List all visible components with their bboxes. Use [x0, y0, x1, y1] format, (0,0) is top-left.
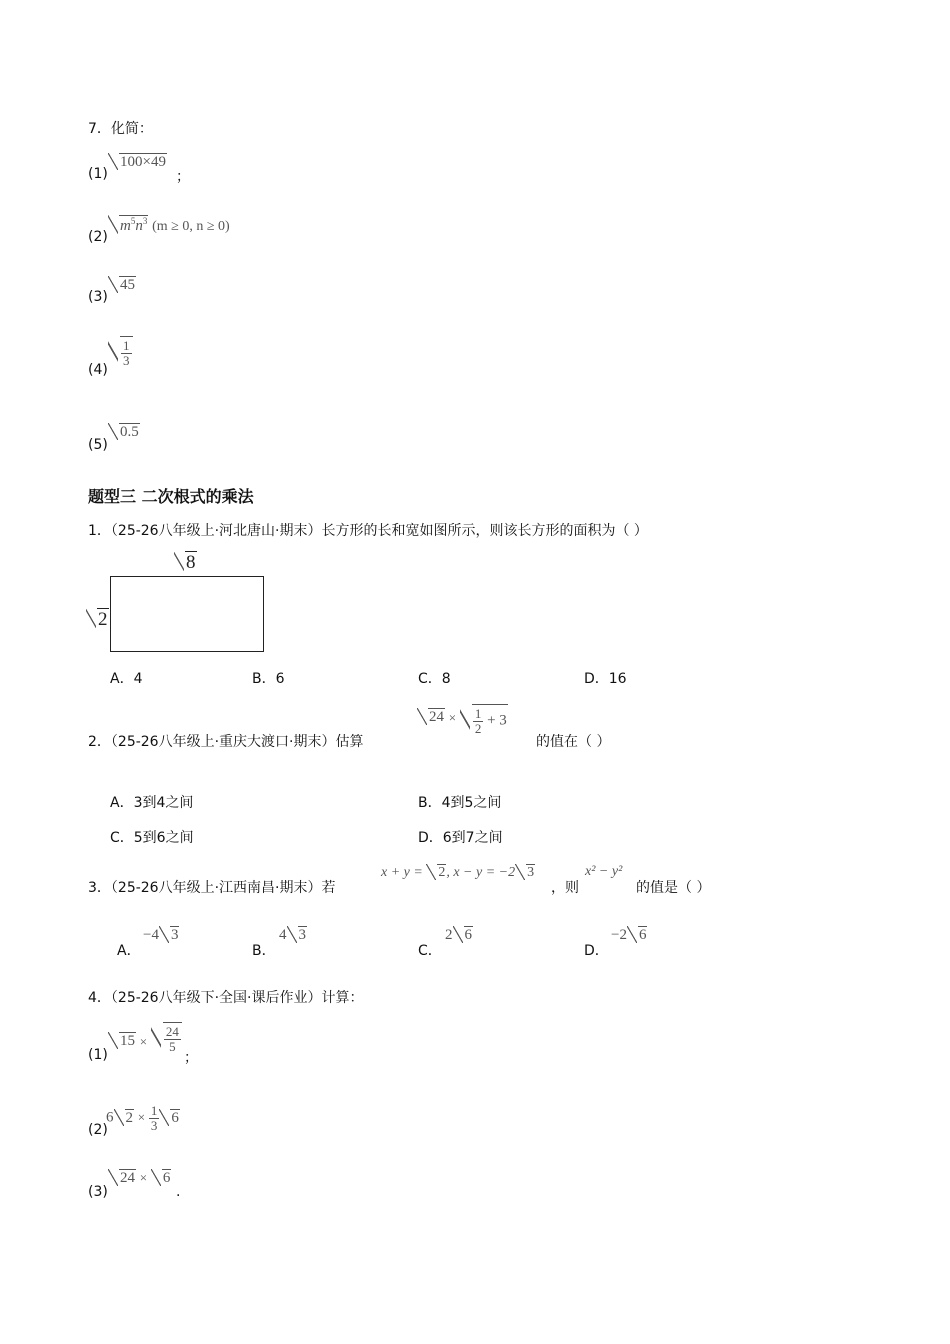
radicand: 0.5: [120, 424, 139, 440]
p4-item-2-expr: [106, 1104, 180, 1132]
p4-item-3-suffix: .: [176, 1184, 181, 1200]
radicand: 6: [162, 1170, 171, 1186]
section-heading: 题型三 二次根式的乘法: [88, 487, 254, 506]
p3-option-b-label[interactable]: B．: [252, 943, 276, 959]
q7-item-3-expr: [108, 276, 136, 294]
times-sign: ×: [139, 1170, 148, 1185]
var-n: n: [135, 218, 143, 234]
times-sign: ×: [137, 1109, 146, 1125]
radicand: 100×49: [120, 154, 166, 170]
radical-sign: [460, 704, 508, 735]
p1-option-b[interactable]: B．6: [252, 671, 285, 687]
p3-option-b-value[interactable]: [279, 926, 307, 944]
q7-item-1-label: (1): [88, 166, 108, 182]
q7-item-4-label: (4): [88, 362, 108, 378]
fraction-denominator: 2: [474, 720, 482, 736]
exp-m: 5: [130, 216, 136, 226]
exp-n: 3: [142, 216, 148, 226]
fraction-denominator: 3: [123, 352, 130, 368]
times-sign: ×: [139, 1034, 148, 1049]
p4-item-2-label: (2): [88, 1122, 108, 1138]
radicand: 3: [170, 927, 179, 943]
p3-stem-prefix: 3．（25-26八年级上·江西南昌·期末）若: [88, 880, 336, 896]
radicand: 2: [438, 865, 446, 880]
p2-option-d[interactable]: D．6到7之间: [418, 830, 503, 846]
p4-item-3-label: (3): [88, 1184, 108, 1200]
fraction-numerator: 1: [123, 338, 130, 353]
times-sign: ×: [448, 710, 457, 725]
length-radicand: 8: [186, 552, 196, 573]
q7-item-3-label: (3): [88, 289, 108, 305]
radicand: 15: [120, 1033, 135, 1049]
rectangle-figure: [110, 576, 264, 652]
radical-sign: [108, 336, 133, 367]
radicand: 45: [120, 277, 135, 293]
radical-sign: [108, 423, 140, 440]
p3-expr: [585, 864, 622, 880]
p4-stem: 4．（25-26八年级下·全国·课后作业）计算：: [88, 990, 364, 1006]
q7-item-1-expr: [108, 153, 167, 171]
p1-option-c[interactable]: C．8: [418, 671, 451, 687]
p3-option-a-label[interactable]: A．: [117, 943, 141, 959]
p2-option-a[interactable]: A．3到4之间: [110, 795, 194, 811]
radical-sign: [426, 864, 446, 880]
radical-sign: [417, 708, 445, 725]
q7-item-2-expr: [108, 215, 230, 235]
radicand: 6: [638, 927, 647, 943]
radicand: 6: [464, 927, 472, 943]
p4-item-1-expr: [108, 1022, 182, 1053]
rect-length-label: [174, 551, 197, 574]
p3-option-c-label[interactable]: C．: [418, 943, 442, 959]
p2-option-c[interactable]: C．5到6之间: [110, 830, 194, 846]
fraction-numerator: 1: [474, 706, 482, 721]
radical-sign: [108, 153, 167, 170]
radicand: 24: [429, 709, 444, 725]
radical-sign: [515, 864, 535, 880]
condition-1: x + y =: [381, 865, 427, 880]
fraction-numerator: 24: [165, 1024, 179, 1039]
p4-item-1-suffix: ；: [184, 1050, 198, 1066]
radical-sign: [114, 1109, 135, 1126]
p1-option-a[interactable]: A．4: [110, 671, 143, 687]
radical-sign: [159, 926, 180, 943]
width-radicand: 2: [98, 609, 108, 630]
p2-stem-prefix: 2．（25-26八年级上·重庆大渡口·期末）估算: [88, 734, 364, 750]
radical-sign: [453, 926, 474, 943]
p2-option-b[interactable]: B．4到5之间: [418, 795, 502, 811]
p3-option-c-value[interactable]: [445, 926, 473, 944]
radical-sign: [151, 1022, 182, 1053]
p3-conditions: [381, 864, 535, 881]
p1-option-d[interactable]: D．16: [584, 671, 627, 687]
rect-width-label: [86, 608, 109, 631]
condition-2: , x − y = −2: [446, 865, 516, 880]
p2-expression: [417, 704, 508, 735]
p1-stem: 1．（25-26八年级上·河北唐山·期末）长方形的长和宽如图所示，则该长方形的面积为（ ）: [88, 523, 648, 539]
var-m: m: [120, 218, 131, 234]
q7-item-1-suffix: ；: [176, 169, 190, 185]
p3-stem-suffix: 的值是（ ）: [636, 880, 711, 896]
radicand: 2: [125, 1109, 133, 1126]
q7-item-2-label: (2): [88, 229, 108, 245]
fraction-numerator: 1: [150, 1103, 158, 1118]
q7-item-5-label: (5): [88, 437, 108, 453]
coefficient: 2: [445, 927, 453, 943]
radicand: 24: [120, 1170, 135, 1186]
q7-item-5-expr: [108, 423, 140, 441]
radicand: 3: [298, 927, 306, 943]
coefficient: 6: [106, 1109, 114, 1126]
radical-sign: [159, 1109, 180, 1126]
q7-title: 7．化简：: [88, 121, 153, 137]
coefficient: −2: [611, 927, 627, 943]
p4-item-3-expr: [108, 1169, 171, 1187]
radical-sign: [287, 926, 308, 943]
p3-option-d-value[interactable]: [611, 926, 647, 944]
p3-option-d-label[interactable]: D．: [584, 943, 609, 959]
radical-sign: [108, 215, 148, 234]
radicand: 6: [171, 1109, 179, 1126]
p4-item-1-label: (1): [88, 1047, 108, 1063]
radical-sign: [108, 276, 136, 293]
radicand: 3: [527, 865, 535, 880]
radical-sign: [151, 1169, 172, 1186]
plus-three: + 3: [487, 712, 507, 729]
fraction-denominator: 5: [169, 1038, 176, 1054]
coefficient: 4: [279, 927, 287, 943]
p3-option-a-value[interactable]: [143, 926, 179, 944]
p2-stem-suffix: 的值在（ ）: [536, 734, 611, 750]
difference-of-squares: x² − y²: [585, 864, 623, 879]
radical-sign: [108, 1032, 136, 1049]
q7-item-4-expr: [108, 336, 133, 367]
radical-sign: [627, 926, 648, 943]
radical-sign: [86, 608, 109, 629]
fraction-denominator: 3: [150, 1117, 158, 1133]
radical-sign: [108, 1169, 136, 1186]
p3-stem-mid: ，则: [551, 880, 579, 896]
condition: (m ≥ 0, n ≥ 0): [152, 219, 230, 234]
radical-sign: [174, 551, 197, 572]
coefficient: −4: [143, 927, 159, 943]
